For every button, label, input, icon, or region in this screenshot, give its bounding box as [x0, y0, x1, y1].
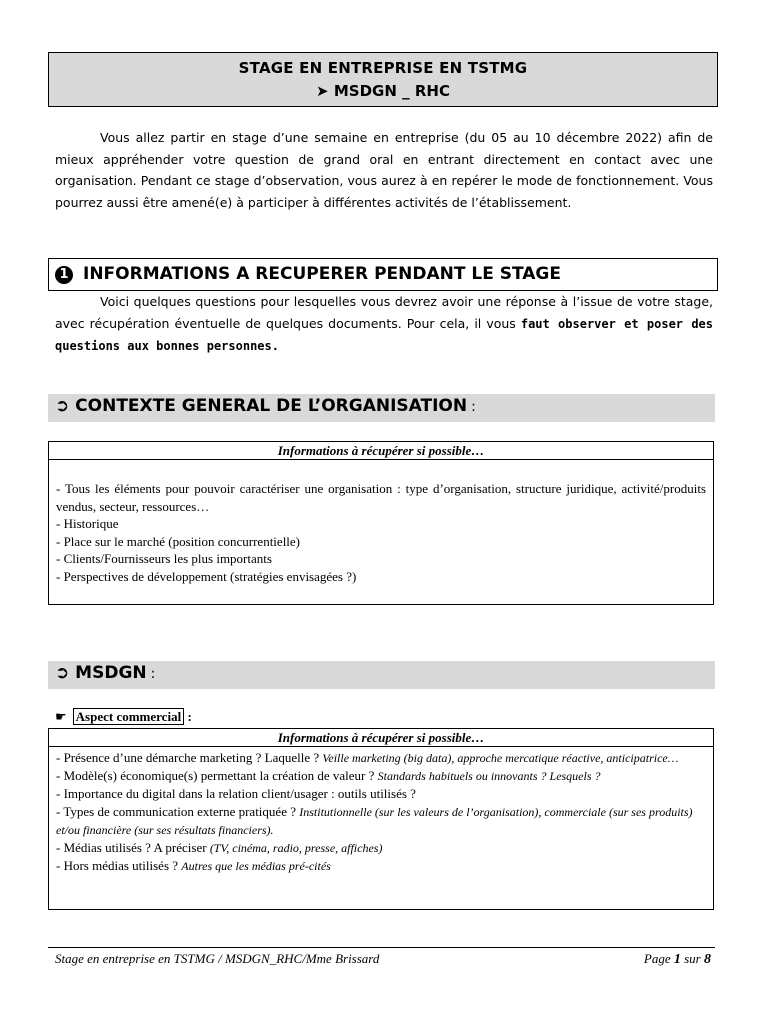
- document-title: STAGE EN ENTREPRISE EN TSTMG: [238, 59, 528, 77]
- list-item: - Présence d’une démarche marketing ? Laquelle ? Veille marketing (big data), approche mercatique réactive, anticipatrice…: [56, 750, 679, 765]
- list-item: - Clients/Fournisseurs les plus importants: [56, 551, 272, 566]
- document-title-box: [48, 52, 718, 107]
- arrow-icon: ➲: [55, 396, 70, 416]
- contexte-title: CONTEXTE GENERAL DE L’ORGANISATION: [75, 396, 468, 416]
- msdgn-heading: [48, 661, 715, 689]
- numbered-bullet-icon: 1: [55, 266, 73, 284]
- footer-text: Stage en entreprise en TSTMG / MSDGN_RHC/Mme Brissard: [55, 951, 380, 966]
- msdgn-colon: :: [150, 666, 156, 682]
- section-1-bold-text: faut observer et poser des questions aux bonnes personnes.: [55, 317, 714, 353]
- pointing-hand-icon: ☛: [55, 709, 67, 724]
- contexte-box-head: Informations à récupérer si possible…: [49, 442, 713, 460]
- msdgn-box-head: Informations à récupérer si possible…: [49, 729, 713, 747]
- list-item: - Historique: [56, 516, 119, 531]
- footer-divider: [48, 947, 715, 948]
- section-1-heading: [48, 258, 718, 291]
- msdgn-info-box: [48, 728, 714, 910]
- arrow-icon: ➲: [55, 663, 70, 683]
- contexte-heading: [48, 394, 715, 422]
- aspect-commercial-label: [55, 709, 192, 725]
- subtitle-text: MSDGN _ RHC: [333, 82, 450, 100]
- section-1-title: INFORMATIONS A RECUPERER PENDANT LE STAGE: [83, 264, 561, 284]
- arrow-icon: ➤: [316, 82, 329, 100]
- intro-paragraph: Vous allez partir en stage d’une semaine en entreprise (du 05 au 10 décembre 2022) afin de mieux appréhender votre question de grand oral en entrant directement en contact avec une organisation. Pendant ce stage d’observation, vous aurez à en repérer le mode de fonctionnement. Vous pourrez aussi être amené(e) à participer à différentes activités de l’établissement.: [55, 130, 713, 210]
- section-1-text: Voici quelques questions pour lesquelles vous devrez avoir une réponse à l’issue de votre stage, avec récupération éventuelle de quelques documents. Pour cela, il vous: [55, 294, 713, 331]
- section-1-paragraph: [55, 291, 713, 357]
- list-item: - Hors médias utilisés ? Autres que les médias pré-cités: [56, 858, 331, 873]
- list-item: - Tous les éléments pour pouvoir caractériser une organisation : type d’organisation, structure juridique, activité/produits vendus, secteur, ressources…: [56, 481, 706, 514]
- contexte-info-box: [48, 441, 714, 605]
- aspect-colon: :: [187, 709, 192, 724]
- list-item: - Importance du digital dans la relation client/usager : outils utilisés ?: [56, 786, 416, 801]
- list-item: - Perspectives de développement (stratégies envisagées ?): [56, 568, 357, 584]
- list-item: - Modèle(s) économique(s) permettant la création de valeur ? Standards habituels ou innovants ? Lesquels ?: [56, 768, 601, 783]
- msdgn-title: MSDGN: [75, 663, 147, 683]
- aspect-label: Aspect commercial: [73, 708, 185, 725]
- list-item: - Place sur le marché (position concurrentielle): [56, 533, 301, 549]
- document-subtitle: [49, 82, 717, 100]
- contexte-colon: :: [471, 399, 476, 415]
- list-item: - Types de communication externe pratiquée ? Institutionnelle (sur les valeurs de l’organisation), commerciale (sur ses produits) et/ou financière (sur ses résultats financiers).: [56, 804, 693, 837]
- page-number: Page 1 sur 8: [643, 951, 711, 967]
- list-item: - Médias utilisés ? A préciser (TV, cinéma, radio, presse, affiches): [56, 840, 383, 855]
